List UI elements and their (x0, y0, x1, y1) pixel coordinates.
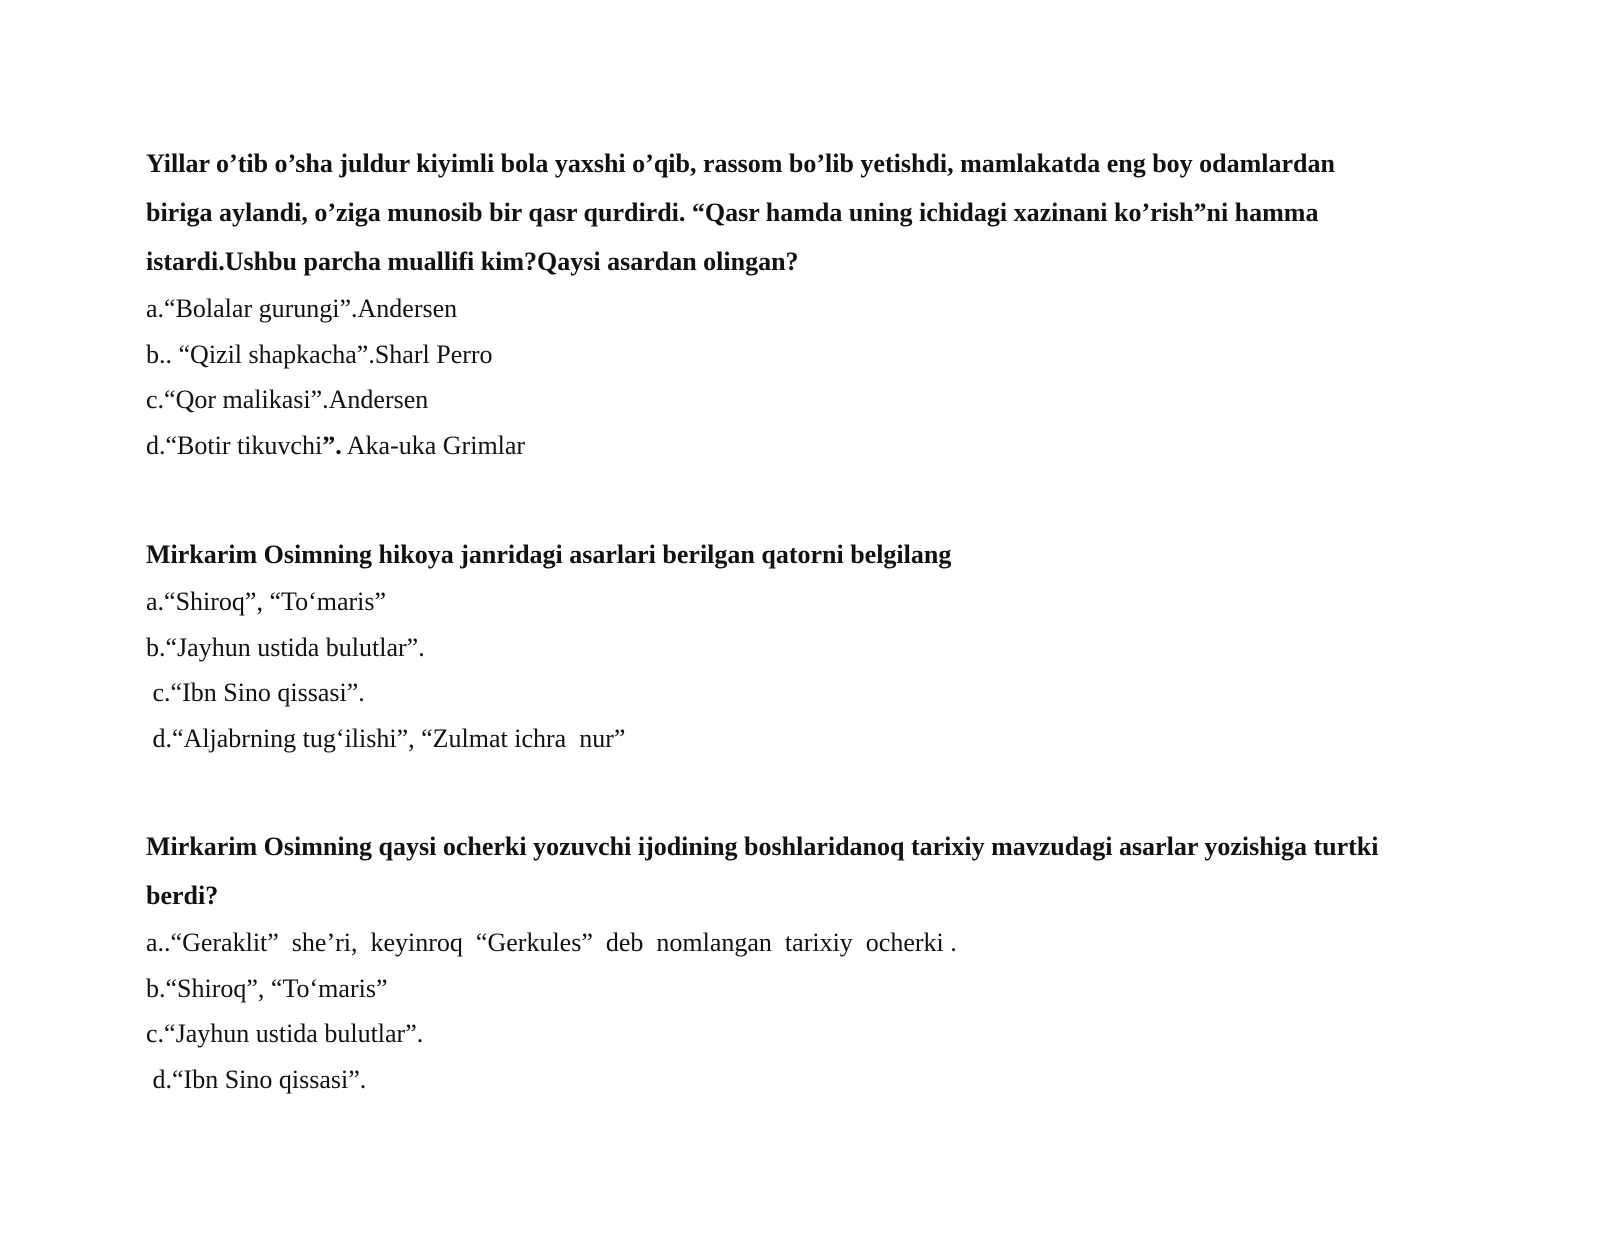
question-3-text: Mirkarim Osimning qaysi ocherki yozuvchi ijodining boshlaridanoq tarixiy mavzudagi asarlar yozishiga turtki berdi? (146, 832, 1379, 910)
question-2 (146, 530, 1386, 761)
question-2-option-c: c.“Ibn Sino qissasi”. (146, 678, 365, 707)
question-1-option-a: a.“Bolalar gurungi”.Andersen (146, 294, 458, 323)
question-1-option-c: c.“Qor malikasi”.Andersen (146, 385, 429, 414)
question-1-option-d-bold-punct: ”. (322, 430, 342, 460)
question-2-option-a: a.“Shiroq”, “To‘maris” (146, 587, 387, 616)
question-3-option-a: a..“Geraklit” she’ri, keyinroq “Gerkules” deb nomlangan tarixiy ocherki . (146, 928, 957, 957)
question-2-text: Mirkarim Osimning hikoya janridagi asarlari berilgan qatorni belgilang (146, 540, 952, 569)
question-2-option-d: d.“Aljabrning tug‘ilishi”, “Zulmat ichra nur” (146, 723, 626, 753)
question-3-option-d: d.“Ibn Sino qissasi”. (146, 1064, 367, 1094)
question-1-option-d-title: d.“Botir tikuvchi (146, 430, 323, 460)
question-1 (146, 139, 1386, 468)
question-3 (146, 822, 1386, 1102)
question-3-option-c: c.“Jayhun ustida bulutlar”. (146, 1019, 424, 1048)
question-1-option-b: b.. “Qizil shapkacha”.Sharl Perro (146, 339, 493, 369)
question-1-text: Yillar o’tib o’sha juldur kiyimli bola yaxshi o’qib, rassom bo’lib yetishdi, mamlakatda eng boy odamlardan biriga aylandi, o’ziga munosib bir qasr qurdirdi. “Qasr hamda uning ichidagi xazinani ko’rish”ni hamma istardi.Ushbu parcha muallifi kim?Qaysi asardan olingan? (146, 149, 1335, 276)
question-1-option-d-author: Aka-uka Grimlar (341, 430, 526, 460)
question-2-option-b: b.“Jayhun ustida bulutlar”. (146, 632, 425, 662)
question-1-option-d (146, 423, 1386, 469)
question-3-option-b: b.“Shiroq”, “To‘maris” (146, 973, 388, 1003)
